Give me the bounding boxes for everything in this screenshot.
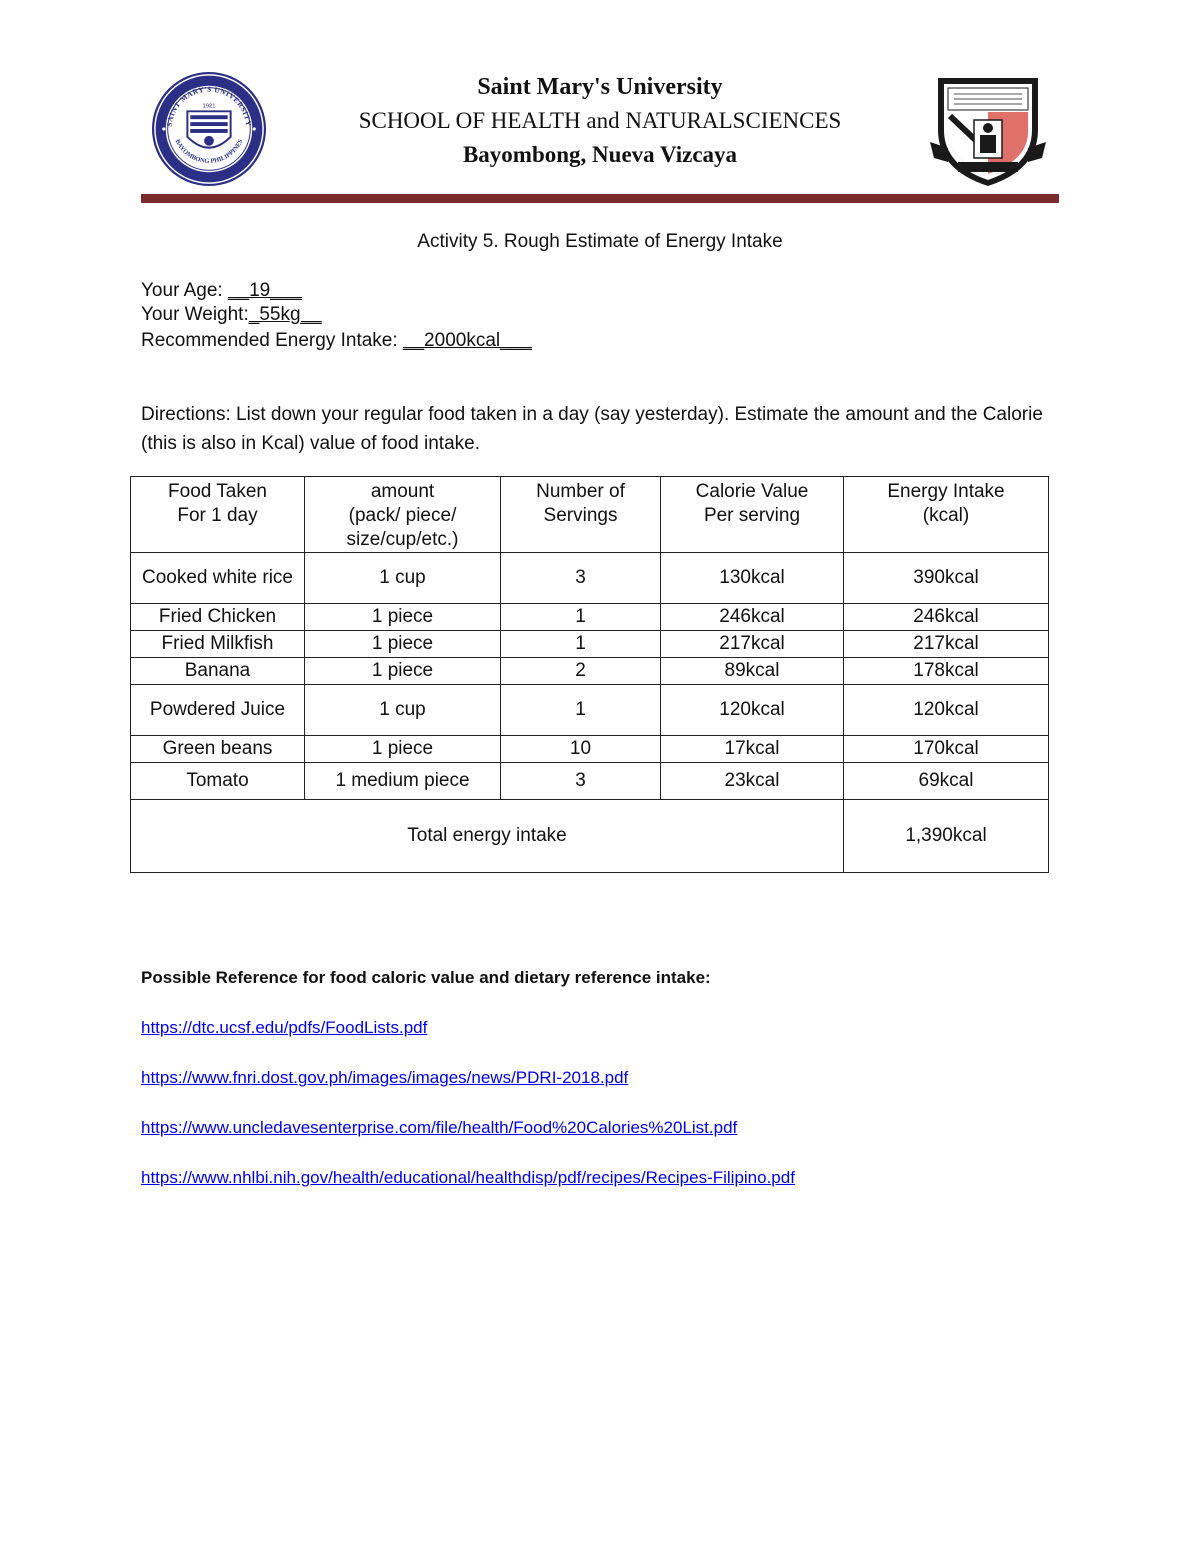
age-value: __19___: [227, 280, 302, 301]
energy-cell: 390kcal: [844, 553, 1049, 604]
food-cell: Fried Chicken: [131, 604, 305, 631]
amount-cell: 1 cup: [305, 553, 501, 604]
calorie-cell: 89kcal: [661, 658, 844, 685]
food-cell: Fried Milkfish: [131, 631, 305, 658]
food-cell: Tomato: [131, 763, 305, 800]
servings-cell: 1: [501, 631, 661, 658]
table-row: [131, 736, 1049, 763]
header-amount: amount (pack/ piece/ size/cup/etc.): [305, 477, 501, 553]
amount-cell: 1 piece: [305, 736, 501, 763]
reference-link-fnri[interactable]: https://www.fnri.dost.gov.ph/images/images/news/PDRI-2018.pdf: [141, 1068, 629, 1087]
reference-title: Possible Reference for food caloric value and dietary reference intake:: [141, 968, 711, 987]
amount-cell: 1 piece: [305, 631, 501, 658]
university-name: Saint Mary's University: [477, 74, 723, 100]
table-row: [131, 763, 1049, 800]
weight-line: [141, 303, 322, 327]
total-label: Total energy intake: [131, 800, 844, 873]
calorie-cell: 17kcal: [661, 736, 844, 763]
header-divider: [141, 194, 1059, 203]
amount-cell: 1 piece: [305, 658, 501, 685]
servings-cell: 3: [501, 763, 661, 800]
calorie-cell: 120kcal: [661, 685, 844, 736]
total-value: 1,390kcal: [844, 800, 1049, 873]
energy-cell: 246kcal: [844, 604, 1049, 631]
header-energy-intake: Energy Intake (kcal): [844, 477, 1049, 553]
servings-cell: 1: [501, 685, 661, 736]
weight-label: Your Weight:: [141, 304, 249, 325]
servings-cell: 3: [501, 553, 661, 604]
energy-cell: 178kcal: [844, 658, 1049, 685]
food-cell: Green beans: [131, 736, 305, 763]
servings-cell: 2: [501, 658, 661, 685]
calorie-cell: 23kcal: [661, 763, 844, 800]
activity-title: Activity 5. Rough Estimate of Energy Intake: [417, 231, 783, 252]
food-intake-table: [130, 476, 1049, 873]
school-name: SCHOOL OF HEALTH and NATURALSCIENCES: [358, 108, 842, 133]
directions: Directions: List down your regular food taken in a day (say yesterday). Estimate the amount and the Calorie (this is also in Kcal) value of food intake.: [141, 404, 1043, 454]
seal-text-top: SAINT MARY'S UNIVERSITY: [164, 84, 254, 127]
table-row: [131, 553, 1049, 604]
recommended-intake-line: [141, 329, 532, 353]
table-header-row: [131, 477, 1049, 553]
weight-value: _55kg__: [248, 304, 322, 325]
table-row: [131, 604, 1049, 631]
reference-link-nhlbi[interactable]: https://www.nhlbi.nih.gov/health/educational/healthdisp/pdf/recipes/Recipes-Filipino.pdf: [141, 1168, 795, 1187]
intake-label: Recommended Energy Intake:: [141, 330, 403, 351]
header-food-taken: Food Taken For 1 day: [131, 477, 305, 553]
servings-cell: 1: [501, 604, 661, 631]
age-line: [141, 279, 302, 303]
energy-cell: 69kcal: [844, 763, 1049, 800]
food-cell: Cooked white rice: [131, 553, 305, 604]
reference-link-uncledave[interactable]: https://www.uncledavesenterprise.com/file/health/Food%20Calories%20List.pdf: [141, 1118, 738, 1137]
calorie-cell: 130kcal: [661, 553, 844, 604]
amount-cell: 1 cup: [305, 685, 501, 736]
servings-cell: 10: [501, 736, 661, 763]
amount-cell: 1 piece: [305, 604, 501, 631]
table-row: [131, 658, 1049, 685]
seal-text-bottom: BAYOMBONG PHILIPPINES: [173, 138, 245, 165]
total-row: [131, 800, 1049, 873]
food-cell: Powdered Juice: [131, 685, 305, 736]
location: Bayombong, Nueva Vizcaya: [462, 142, 738, 167]
energy-cell: 170kcal: [844, 736, 1049, 763]
food-cell: Banana: [131, 658, 305, 685]
letterhead: [0, 0, 1200, 210]
reference-link-ucsf[interactable]: https://dtc.ucsf.edu/pdfs/FoodLists.pdf: [141, 1018, 428, 1037]
energy-cell: 120kcal: [844, 685, 1049, 736]
seal-year: 1921: [202, 103, 216, 110]
intake-value: __2000kcal___: [402, 330, 532, 351]
header-servings: Number of Servings: [501, 477, 661, 553]
energy-cell: 217kcal: [844, 631, 1049, 658]
amount-cell: 1 medium piece: [305, 763, 501, 800]
calorie-cell: 246kcal: [661, 604, 844, 631]
table-row: [131, 685, 1049, 736]
header-calorie-value: Calorie Value Per serving: [661, 477, 844, 553]
table-row: [131, 631, 1049, 658]
calorie-cell: 217kcal: [661, 631, 844, 658]
university-seal-icon: [150, 70, 268, 188]
age-label: Your Age:: [141, 280, 228, 301]
letterhead-text: [280, 70, 920, 172]
school-crest-icon: [928, 72, 1048, 190]
